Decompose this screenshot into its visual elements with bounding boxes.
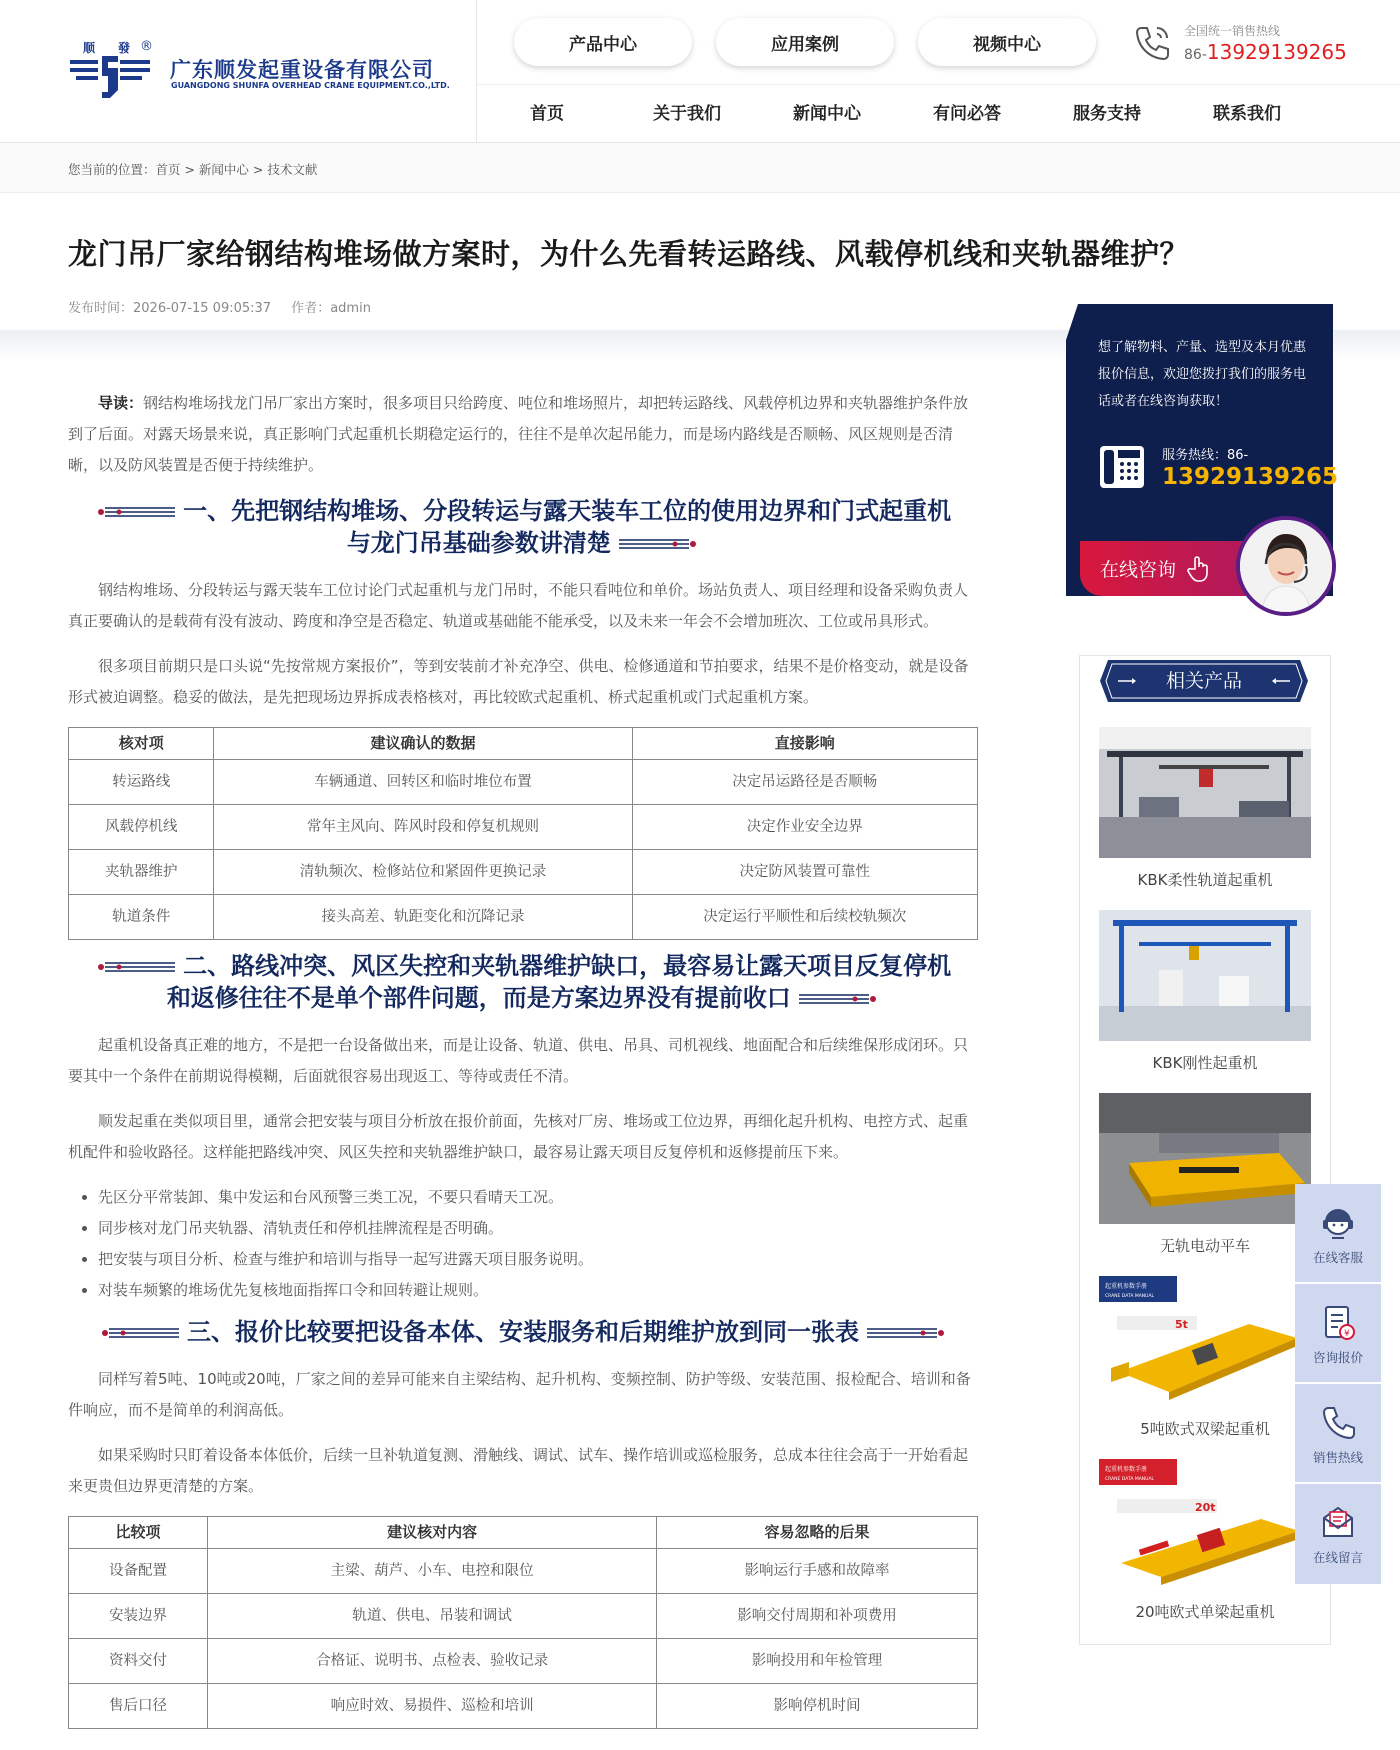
customer-service-avatar <box>1236 516 1336 616</box>
table-row <box>69 850 978 895</box>
product-card[interactable] <box>1099 1459 1311 1622</box>
list-item: • 对装车频繁的堆场优先复核地面指挥口令和回转避让规则。 <box>98 1275 978 1306</box>
table-cell: 清轨频次、检修站位和紧固件更换记录 <box>214 850 632 895</box>
breadcrumb-bar <box>0 143 1400 193</box>
agent-avatar-icon <box>1240 520 1332 612</box>
table2-header-item: 比较项 <box>69 1517 208 1549</box>
online-consult-label: 在线咨询 <box>1100 559 1177 581</box>
section-3-paragraph-1: 同样写着5吨、10吨或20吨，厂家之间的差异可能来自主梁结构、起升机构、变频控制、防护等级、安装范围、报检配合、培训和备件响应，而不是简单的利润高低。 <box>68 1370 971 1419</box>
table-cell: 影响交付周期和补项费用 <box>657 1594 978 1639</box>
product-card[interactable] <box>1099 1093 1311 1256</box>
pill-cases[interactable]: 应用案例 <box>716 18 894 66</box>
nav-faq[interactable]: 有问必答 <box>933 104 1001 124</box>
nav-news[interactable]: 新闻中心 <box>793 104 861 124</box>
service-hotline-label: 服务热线：86- <box>1162 448 1249 463</box>
check-table <box>68 727 978 940</box>
lead-label: 导读： <box>98 394 144 412</box>
nav-contact[interactable]: 联系我们 <box>1213 104 1281 124</box>
table-row <box>69 1684 978 1729</box>
float-sales-hotline-label: 销售热线 <box>1312 1450 1363 1465</box>
list-item: • 同步核对龙门吊夹轨器、清轨责任和停机挂牌流程是否明确。 <box>98 1213 978 1244</box>
heading-deco-left-icon <box>99 1326 179 1340</box>
manual-title-20t: 起重机参数手册 <box>1105 1466 1148 1473</box>
svg-text:¥: ¥ <box>1344 1329 1350 1339</box>
list-item: • 先区分平常装卸、集中发运和台风预警三类工况，不要只看晴天工况。 <box>98 1182 978 1213</box>
floating-toolbar <box>1295 1184 1381 1584</box>
section-3-paragraph-2: 如果采购时只盯着设备本体低价，后续一旦补轨道复测、滑触线、调试、试车、操作培训或巡检服务，总成本往往会高于一开始看起来更贵但边界更清楚的方案。 <box>68 1446 969 1495</box>
table-row <box>69 1594 978 1639</box>
table-cell: 售后口径 <box>69 1684 208 1729</box>
section-1-paragraph-2: 很多项目前期只是口头说“先按常规方案报价”，等到安装前才补充净空、供电、检修通道和节拍要求，结果不是价格变动，就是设备形式被迫调整。稳妥的做法，是先把现场边界拆成表格核对，再比较欧式起重机、桥式起重机或门式起重机方案。 <box>68 657 969 706</box>
section-heading-1-line1: 一、先把钢结构堆场、分段转运与露天装车工位的使用边界和门式起重机 <box>183 497 952 525</box>
site-header <box>0 0 1400 143</box>
table1-header-item: 核对项 <box>69 728 214 760</box>
article-meta <box>68 297 387 316</box>
table-cell: 影响投用和年检管理 <box>657 1639 978 1684</box>
table-cell: 决定吊运路径是否顺畅 <box>632 760 977 805</box>
product-image <box>1099 1276 1311 1407</box>
svg-text:®: ® <box>140 39 153 54</box>
product-name: 5吨欧式双梁起重机 <box>1140 1420 1270 1438</box>
hotline-label: 全国统一销售热线 <box>1184 24 1281 38</box>
table-cell: 主梁、葫芦、小车、电控和限位 <box>208 1549 657 1594</box>
nav-about[interactable]: 关于我们 <box>653 104 721 124</box>
manual-title-5t: 起重机参数手册 <box>1105 1283 1148 1290</box>
section-2-paragraph-1: 起重机设备真正难的地方，不是把一台设备做出来，而是让设备、轨道、供电、吊具、司机视线、地面配合和后续维保形成闭环。只要其中一个条件在前期说得模糊，后面就很容易出现返工、等待或责任不清。 <box>68 1036 969 1085</box>
publish-time: 发布时间：2026-07-15 09:05:37 <box>68 301 272 316</box>
customer-service-icon <box>1318 1204 1358 1242</box>
table-cell: 响应时效、易损件、巡检和培训 <box>208 1684 657 1729</box>
hotline-prefix: 86- <box>1184 47 1207 63</box>
quote-document-icon <box>1318 1304 1358 1342</box>
svg-text:發: 發 <box>118 41 131 55</box>
product-card[interactable] <box>1099 1276 1311 1439</box>
table-row <box>69 805 978 850</box>
pill-product-center[interactable]: 产品中心 <box>514 18 692 66</box>
logo-mark-icon <box>68 38 156 106</box>
product-card[interactable] <box>1099 727 1311 890</box>
heading-deco-right-icon <box>867 1326 947 1340</box>
product-name: KBK柔性轨道起重机 <box>1137 871 1273 889</box>
float-online-service-label: 在线客服 <box>1312 1250 1363 1265</box>
related-products-header <box>1098 658 1310 704</box>
company-logo[interactable] <box>68 38 450 106</box>
trackless-flatcar-image <box>1099 1093 1311 1224</box>
section-heading-2 <box>68 950 978 1014</box>
product-image <box>1099 910 1311 1041</box>
table-row <box>69 1549 978 1594</box>
sales-hotline <box>1133 20 1383 70</box>
table2-header-content: 建议核对内容 <box>208 1517 657 1549</box>
table1-header-data: 建议确认的数据 <box>214 728 632 760</box>
float-sales-hotline[interactable] <box>1295 1384 1381 1482</box>
table-cell: 轨道条件 <box>69 895 214 940</box>
double-girder-crane-image <box>1099 1276 1311 1407</box>
author: 作者：admin <box>291 301 371 316</box>
table-cell: 安装边界 <box>69 1594 208 1639</box>
table-cell: 轨道、供电、吊装和调试 <box>208 1594 657 1639</box>
heading-deco-left-icon <box>95 960 175 974</box>
section-heading-3 <box>68 1316 978 1348</box>
heading-deco-right-icon <box>619 537 699 551</box>
table-cell: 影响运行手感和故障率 <box>657 1549 978 1594</box>
article-body <box>68 388 978 1739</box>
section-2-paragraph-2: 顺发起重在类似项目里，通常会把安装与项目分析放在报价前面，先核对厂房、堆场或工位边界，再细化起升机构、电控方式、起重机配件和验收路径。这样能把路线冲突、风区失控和夹轨器维护缺口，最容易让露天项目反复停机和返修提前压下来。 <box>68 1112 969 1161</box>
table-cell: 风载停机线 <box>69 805 214 850</box>
table-cell: 决定作业安全边界 <box>632 805 977 850</box>
message-envelope-icon <box>1318 1504 1358 1542</box>
product-name: KBK刚性起重机 <box>1152 1054 1258 1072</box>
compare-table <box>68 1516 978 1729</box>
list-item: • 把安装与项目分析、检查与维护和培训与指导一起写进露天项目服务说明。 <box>98 1244 978 1275</box>
article-lead <box>68 388 978 481</box>
float-quote[interactable] <box>1295 1284 1381 1382</box>
logo-company-english: GUANGDONG SHUNFA OVERHEAD CRANE EQUIPMENT.CO.,LTD. <box>171 81 450 90</box>
consult-card <box>1066 304 1339 600</box>
manual-badge-20t: 20t <box>1195 1501 1216 1514</box>
table-cell: 影响停机时间 <box>657 1684 978 1729</box>
product-image <box>1099 727 1311 858</box>
section-heading-3-text: 三、报价比较要把设备本体、安装服务和后期维护放到同一张表 <box>187 1318 859 1346</box>
float-online-service[interactable] <box>1295 1184 1381 1282</box>
hand-pointer-icon <box>1186 555 1212 583</box>
article-title: 龙门吊厂家给钢结构堆场做方案时，为什么先看转运路线、风载停机线和夹轨器维护？ <box>68 237 1190 271</box>
nav-support[interactable]: 服务支持 <box>1073 104 1141 124</box>
kbk-flexible-crane-image <box>1099 727 1311 858</box>
desk-phone-icon <box>1098 442 1146 492</box>
table-cell: 转运路线 <box>69 760 214 805</box>
section-heading-1 <box>68 495 978 559</box>
pill-video-center[interactable]: 视频中心 <box>918 18 1096 66</box>
manual-badge-5t: 5t <box>1175 1318 1188 1331</box>
product-name: 20吨欧式单梁起重机 <box>1135 1603 1275 1621</box>
online-consult-button[interactable] <box>1080 541 1250 596</box>
table2-header-consequence: 容易忽略的后果 <box>657 1517 978 1549</box>
heading-deco-left-icon <box>95 505 175 519</box>
lead-text: 钢结构堆场找龙门吊厂家出方案时，很多项目只给跨度、吨位和堆场照片，却把转运路线、风载停机边界和夹轨器维护条件放到了后面。对露天场景来说，真正影响门式起重机长期稳定运行的，往往不是单次起吊能力，而是场内路线是否顺畅、风区规则是否清晰，以及防风装置是否便于持续维护。 <box>68 394 969 474</box>
float-quote-label: 咨询报价 <box>1312 1350 1363 1365</box>
heading-deco-right-icon <box>799 992 879 1006</box>
main-nav <box>477 85 1400 143</box>
product-image <box>1099 1459 1311 1590</box>
kbk-rigid-crane-image <box>1099 910 1311 1041</box>
table-cell: 常年主风向、阵风时段和停复机规则 <box>214 805 632 850</box>
manual-sub-5t: CRANE DATA MANUAL <box>1105 1294 1155 1299</box>
manual-sub-20t: CRANE DATA MANUAL <box>1105 1477 1155 1482</box>
product-name: 无轨电动平车 <box>1159 1237 1250 1255</box>
table-cell: 设备配置 <box>69 1549 208 1594</box>
product-card[interactable] <box>1099 910 1311 1073</box>
float-leave-message[interactable] <box>1295 1484 1381 1582</box>
nav-home[interactable]: 首页 <box>530 104 564 124</box>
float-leave-message-label: 在线留言 <box>1312 1550 1363 1565</box>
service-hotline-number[interactable]: 13929139265 <box>1162 464 1339 490</box>
table-row <box>69 1639 978 1684</box>
table-row <box>69 895 978 940</box>
consult-description: 想了解物料、产量、选型及本月优惠报价信息，欢迎您拨打我们的服务电话或者在线咨询获取！ <box>1098 340 1307 409</box>
section-heading-2-line1: 二、路线冲突、风区失控和夹轨器维护缺口，最容易让露天项目反复停机 <box>183 952 952 980</box>
section-1-paragraph-1: 钢结构堆场、分段转运与露天装车工位讨论门式起重机与龙门吊时，不能只看吨位和单价。场站负责人、项目经理和设备采购负责人真正要确认的是载荷有没有波动、跨度和净空是否稳定、轨道或基础能不能承受，以及未来一年会不会增加班次、工位或吊具形式。 <box>68 581 969 630</box>
table-row <box>69 760 978 805</box>
section-heading-2-line2: 和返修往往不是单个部件问题，而是方案边界没有提前收口 <box>166 984 791 1012</box>
related-products-title: 相关产品 <box>1165 670 1242 692</box>
hotline-number[interactable] <box>1184 40 1347 64</box>
breadcrumb[interactable]: 您当前的位置：首页 > 新闻中心 > 技术文献 <box>68 162 318 177</box>
phone-icon <box>1318 1404 1358 1442</box>
single-girder-crane-image <box>1099 1459 1311 1590</box>
logo-company-name: 广东顺发起重设备有限公司 <box>170 58 434 82</box>
table-cell: 车辆通道、回转区和临时堆位布置 <box>214 760 632 805</box>
hotline-digits: 13929139265 <box>1206 40 1347 64</box>
svg-text:顺: 顺 <box>83 41 96 55</box>
table-cell: 接头高差、轨距变化和沉降记录 <box>214 895 632 940</box>
table1-header-impact: 直接影响 <box>632 728 977 760</box>
table-cell: 资料交付 <box>69 1639 208 1684</box>
phone-icon <box>1133 24 1171 62</box>
table-cell: 决定运行平顺性和后续校轨频次 <box>632 895 977 940</box>
section-heading-1-line2: 与龙门吊基础参数讲清楚 <box>346 529 611 557</box>
product-image <box>1099 1093 1311 1224</box>
table-cell: 决定防风装置可靠性 <box>632 850 977 895</box>
bullet-list <box>98 1182 978 1306</box>
table-cell: 夹轨器维护 <box>69 850 214 895</box>
table-cell: 合格证、说明书、点检表、验收记录 <box>208 1639 657 1684</box>
